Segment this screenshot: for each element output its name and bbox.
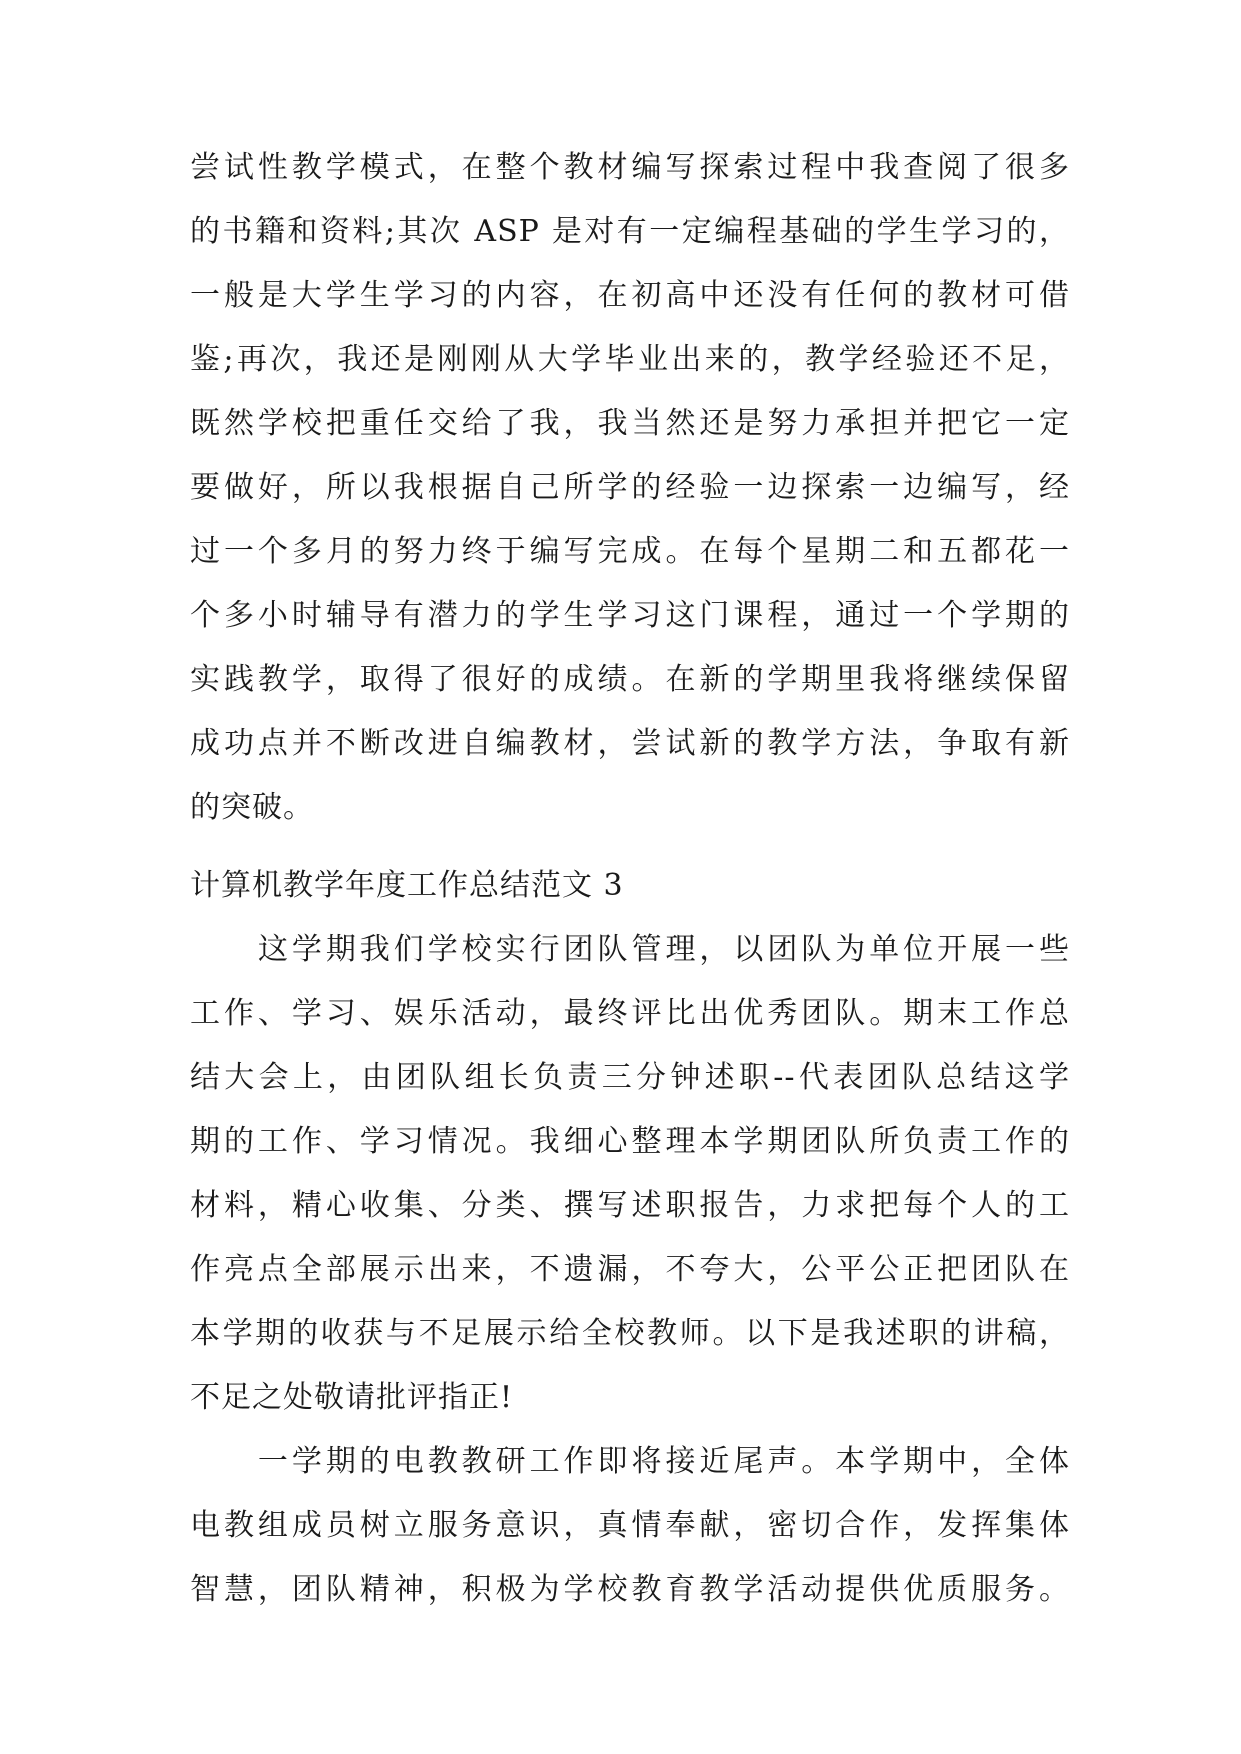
text-line: 工作、学习、娱乐活动，最终评比出优秀团队。期末工作总 xyxy=(190,996,1070,1031)
text-line: 既然学校把重任交给了我，我当然还是努力承担并把它一定 xyxy=(190,406,1070,441)
paragraph-summary xyxy=(190,1430,1070,1622)
text-line: 的书籍和资料;其次 ASP 是对有一定编程基础的学生学习的， xyxy=(190,214,1070,249)
text-line: 这学期我们学校实行团队管理，以团队为单位开展一些 xyxy=(190,932,1070,967)
text-line: 尝试性教学模式，在整个教材编写探索过程中我查阅了很多 xyxy=(190,150,1070,185)
text-line: 一学期的电教教研工作即将接近尾声。本学期中，全体 xyxy=(190,1444,1070,1479)
text-line: 鉴;再次，我还是刚刚从大学毕业出来的，教学经验还不足， xyxy=(190,342,1070,377)
text-line: 作亮点全部展示出来，不遗漏，不夸大，公平公正把团队在 xyxy=(190,1252,1070,1287)
paragraph-intro xyxy=(190,918,1070,1430)
text-line: 要做好，所以我根据自己所学的经验一边探索一边编写，经 xyxy=(190,470,1070,505)
text-line: 不足之处敬请批评指正! xyxy=(190,1380,514,1415)
text-line: 一般是大学生学习的内容，在初高中还没有任何的教材可借 xyxy=(190,278,1070,313)
text-line: 成功点并不断改进自编教材，尝试新的教学方法，争取有新 xyxy=(190,726,1070,761)
text-line: 实践教学，取得了很好的成绩。在新的学期里我将继续保留 xyxy=(190,662,1070,697)
text-line: 的突破。 xyxy=(190,790,314,825)
text-line: 智慧，团队精神，积极为学校教育教学活动提供优质服务。 xyxy=(190,1572,1070,1607)
text-line: 结大会上，由团队组长负责三分钟述职--代表团队总结这学 xyxy=(190,1060,1070,1095)
paragraph-continued xyxy=(190,136,1070,840)
text-line: 期的工作、学习情况。我细心整理本学期团队所负责工作的 xyxy=(190,1124,1070,1159)
text-line: 个多小时辅导有潜力的学生学习这门课程，通过一个学期的 xyxy=(190,598,1070,633)
text-line: 材料，精心收集、分类、撰写述职报告，力求把每个人的工 xyxy=(190,1188,1070,1223)
text-line: 本学期的收获与不足展示给全校教师。以下是我述职的讲稿， xyxy=(190,1316,1070,1351)
text-line: 电教组成员树立服务意识，真情奉献，密切合作，发挥集体 xyxy=(190,1508,1070,1543)
section-heading: 计算机教学年度工作总结范文 3 xyxy=(190,868,624,903)
text-line: 过一个多月的努力终于编写完成。在每个星期二和五都花一 xyxy=(190,534,1070,569)
